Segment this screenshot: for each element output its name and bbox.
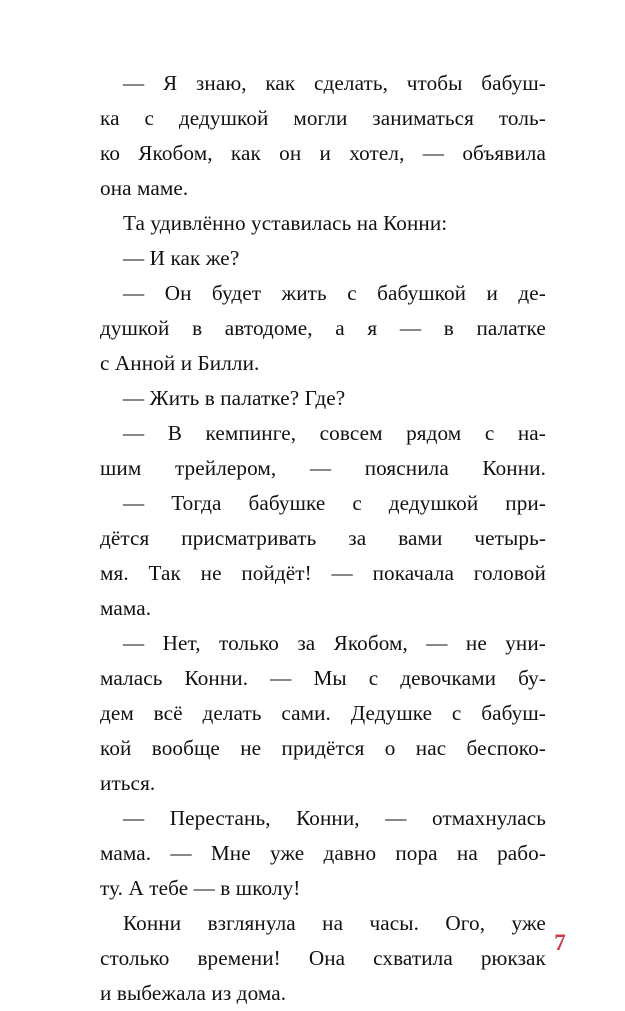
paragraph [100, 486, 546, 626]
text-line: — Я знаю, как сделать, чтобы бабуш- [123, 71, 546, 95]
paragraph [100, 66, 546, 206]
text-line: — И как же? [123, 246, 240, 270]
page-text-block [100, 66, 546, 1011]
text-line: столько времени! Она схватила рюкзак [100, 946, 546, 970]
text-line: дётся присматривать за вами четырь- [100, 526, 546, 550]
text-line: ко Якобом, как он и хотел, — объявила [100, 141, 546, 165]
text-line: иться. [100, 771, 156, 795]
text-line: малась Конни. — Мы с девочками бу- [100, 666, 546, 690]
text-line: — Тогда бабушке с дедушкой при- [123, 491, 546, 515]
text-line: шим трейлером, — пояснила Конни. [100, 456, 546, 480]
paragraph [100, 276, 546, 381]
text-line: душкой в автодоме, а я — в палатке [100, 316, 546, 340]
paragraph [100, 906, 546, 1011]
text-line: ту. А тебе — в школу! [100, 876, 301, 900]
paragraph [100, 206, 546, 241]
paragraph [100, 801, 546, 906]
paragraph [100, 626, 546, 801]
text-line: — Он будет жить с бабушкой и де- [123, 281, 546, 305]
paragraph [100, 416, 546, 486]
paragraph [100, 241, 546, 276]
text-line: ка с дедушкой могли заниматься толь- [100, 106, 546, 130]
text-line: мама. — Мне уже давно пора на рабо- [100, 841, 546, 865]
text-line: — Перестань, Конни, — отмахнулась [123, 806, 546, 830]
page-number: 7 [554, 930, 566, 955]
text-line: — Жить в палатке? Где? [123, 386, 346, 410]
text-line: и выбежала из дома. [100, 981, 287, 1005]
text-line: мя. Так не пойдёт! — покачала головой [100, 561, 546, 585]
text-line: — Нет, только за Якобом, — не уни- [123, 631, 546, 655]
text-line: кой вообще не придётся о нас беспоко- [100, 736, 546, 760]
text-line: дем всё делать сами. Дедушке с бабуш- [100, 701, 546, 725]
text-line: она маме. [100, 176, 189, 200]
text-line: мама. [100, 596, 152, 620]
text-line: с Анной и Билли. [100, 351, 260, 375]
text-line: Та удивлённо уставилась на Конни: [123, 211, 448, 235]
paragraph [100, 381, 546, 416]
text-line: — В кемпинге, совсем рядом с на- [123, 421, 546, 445]
text-line: Конни взглянула на часы. Ого, уже [123, 911, 546, 935]
